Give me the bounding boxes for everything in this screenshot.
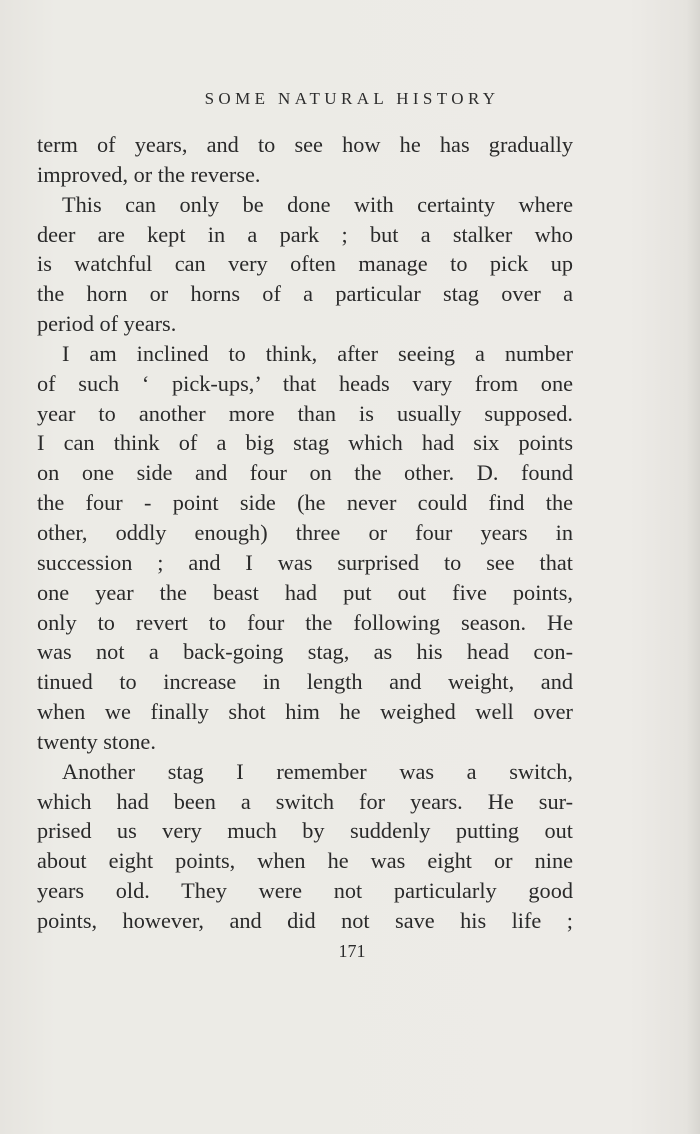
page-edge-shadow [686, 0, 700, 1134]
text-line: the four - point side (he never could find the [37, 490, 573, 516]
text-line: tinued to increase in length and weight, and [37, 669, 573, 695]
text-line: points, however, and did not save his life ; [37, 907, 573, 933]
text-line: about eight points, when he was eight or nine [37, 848, 573, 874]
text-line: I am inclined to think, after seeing a number [62, 340, 573, 366]
text-line: one year the beast had put out five points, [37, 579, 573, 605]
text-line: I can think of a big stag which had six points [37, 430, 573, 456]
page-number: 171 [338, 941, 366, 961]
text-line: when we finally shot him he weighed well over [37, 699, 573, 725]
text-line: the horn or horns of a particular stag over a [37, 281, 573, 307]
text-line: of such ‘ pick-ups,’ that heads vary from one [37, 370, 573, 396]
text-line: This can only be done with certainty where [62, 191, 573, 217]
text-line: twenty stone. [37, 728, 156, 754]
text-line: on one side and four on the other. D. found [37, 460, 573, 486]
text-line: prised us very much by suddenly putting out [37, 818, 573, 844]
text-line: succession ; and I was surprised to see that [37, 549, 573, 575]
text-line: improved, or the reverse. [37, 161, 261, 187]
text-line: was not a back-going stag, as his head con- [37, 639, 573, 665]
running-head: SOME NATURAL HISTORY [204, 89, 500, 108]
text-line: period of years. [37, 311, 177, 337]
text-line: year to another more than is usually supposed. [37, 400, 573, 426]
text-line: is watchful can very often manage to pick up [37, 251, 573, 277]
text-line: Another stag I remember was a switch, [62, 758, 573, 784]
text-line: years old. They were not particularly good [37, 878, 573, 904]
text-line: only to revert to four the following season. He [37, 609, 573, 635]
text-line: other, oddly enough) three or four years in [37, 519, 573, 545]
body-text [37, 130, 573, 936]
text-line: deer are kept in a park ; but a stalker who [37, 221, 573, 247]
text-line: which had been a switch for years. He sur- [37, 788, 573, 814]
text-line: term of years, and to see how he has gradually [37, 132, 573, 157]
